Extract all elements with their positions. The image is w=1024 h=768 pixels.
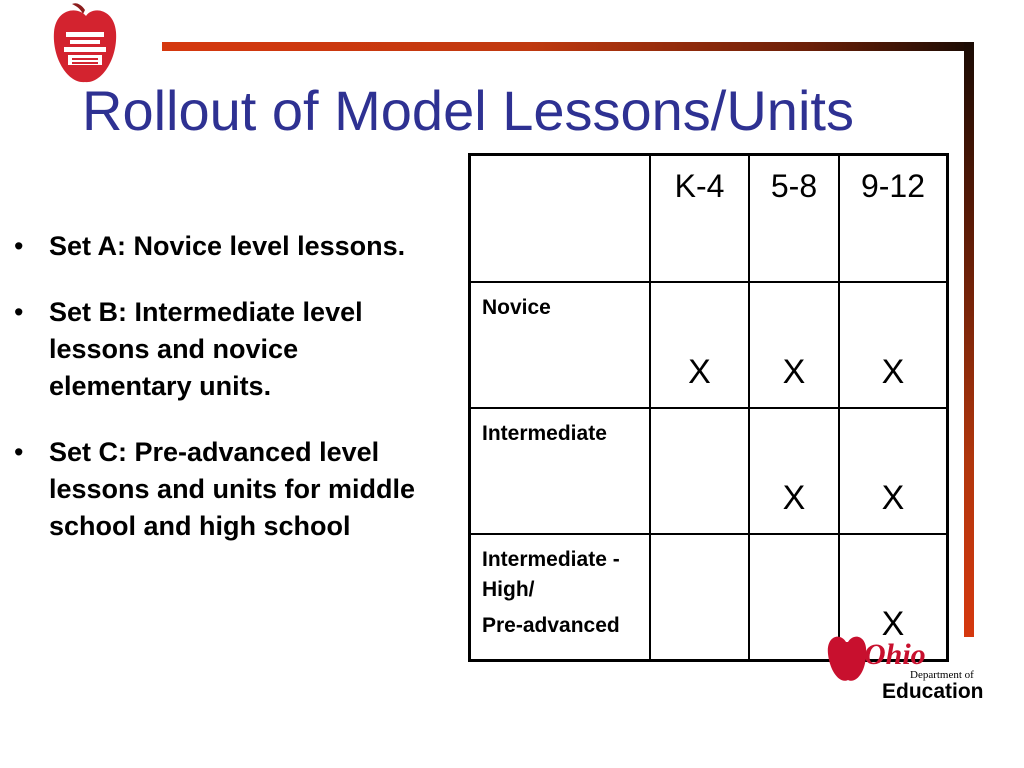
apple-school-icon (48, 2, 122, 86)
table-cell: X (650, 282, 749, 408)
ohio-education-logo (824, 632, 986, 706)
table-row (470, 408, 948, 534)
bullet-text: Set B: Intermediate level lessons and novice elementary units. (49, 297, 363, 401)
bullet-marker: • (14, 297, 24, 327)
row-label-cell: Intermediate -High/ Pre-advanced (470, 534, 651, 661)
header-cell-empty (470, 155, 651, 283)
table-cell: X (839, 282, 948, 408)
bullet-list (14, 228, 434, 574)
bullet-item-set-c (14, 434, 434, 545)
header-cell-k4: K-4 (650, 155, 749, 283)
bullet-item-set-a (14, 228, 434, 265)
row-label-cell: Novice (470, 282, 651, 408)
bullet-text: Set A: Novice level lessons. (49, 231, 406, 261)
side-accent-bar (964, 42, 974, 637)
table-cell: X (749, 282, 839, 408)
apple-icon (828, 637, 866, 681)
bullet-item-set-b (14, 294, 434, 405)
bullet-marker: • (14, 437, 24, 467)
table-cell: X (839, 408, 948, 534)
logo-line-2: Education (882, 680, 984, 703)
table-cell: X (839, 534, 948, 661)
row-label-cell: Intermediate (470, 408, 651, 534)
bullet-marker: • (14, 231, 24, 261)
page-title: Rollout of Model Lessons/Units (82, 79, 854, 142)
header-cell-5-8: 5-8 (749, 155, 839, 283)
header-accent-bar (162, 42, 974, 51)
table-cell (650, 534, 749, 661)
table-cell (650, 408, 749, 534)
ohio-wordmark: Ohio (864, 638, 926, 671)
table-row (470, 282, 948, 408)
bullet-text: Set C: Pre-advanced level lessons and units for middle school and high school (49, 437, 416, 541)
header-cell-9-12: 9-12 (839, 155, 948, 283)
table-cell: X (749, 408, 839, 534)
logo-line-1: Department of (910, 669, 974, 681)
rollout-table (468, 153, 949, 662)
table-header-row (470, 155, 948, 283)
